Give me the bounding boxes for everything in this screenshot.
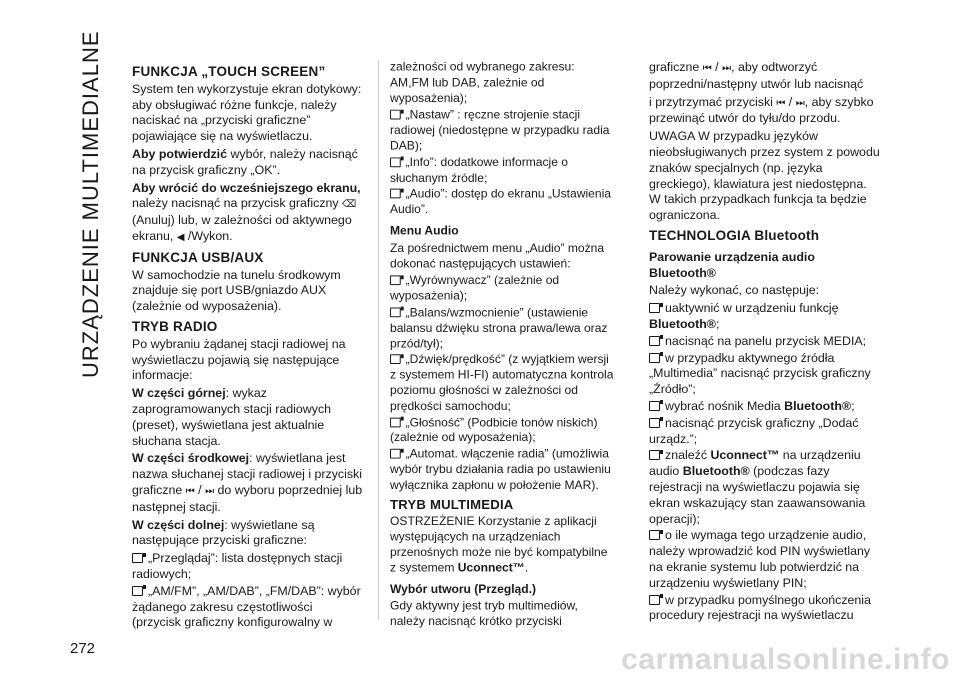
list-item: w przypadku pomyślnego ukończenia procedury rejestracji na wyświetlaczu xyxy=(649,592,871,623)
list-item: „Balans/wzmocnienie” (ustawienie balansu dźwięku strona prawa/lewa oraz przód/tył); xyxy=(390,305,608,350)
paragraph: OSTRZEŻENIE Korzystanie z aplikacji występujących na urządzeniach przenośnych może nie być kompatybilne z systemem Uconnect™. xyxy=(390,514,608,575)
paragraph: System ten wykorzystuje ekran dotykowy: aby obsługiwać różne funkcje, należy naciskać na „przyciski graficzne” pojawiające się na wyświetlaczu. xyxy=(132,81,362,144)
chapter-title: URZĄDZENIE MULTIMEDIALNE xyxy=(78,30,103,378)
list-item: wybrać nośnik Media Bluetooth®; xyxy=(649,399,881,415)
paragraph: zależności od wybranego zakresu: AM,FM lub DAB, zależnie od wyposażenia); xyxy=(390,60,575,105)
paragraph: W samochodzie na tunelu środkowym znajduje się port USB/gniazdo AUX (zależnie od wyposażenia). xyxy=(132,267,341,314)
screen-button-icon xyxy=(132,553,143,563)
list-item: nacisnąć na panelu przycisk MEDIA; xyxy=(649,334,881,350)
list-item: „Automat. włączenie radia” (umożliwia wybór trybu działania radia po ustawieniu wyłącznika zapłonu w położenie MAR). xyxy=(390,446,611,492)
list-item: uaktywnić w urządzeniu funkcję Bluetooth®; xyxy=(649,301,839,331)
watermark: carmanualsonline.info xyxy=(621,643,950,676)
page-number: 272 xyxy=(70,640,96,657)
heading-touch-screen: FUNKCJA „TOUCH SCREEN” xyxy=(132,64,326,79)
screen-button-icon xyxy=(390,189,401,199)
screen-button-icon xyxy=(390,307,401,317)
heading-browse: Wybór utworu (Przegląd.) xyxy=(390,581,537,596)
next-track-icon: ⏭ xyxy=(722,63,732,74)
next-track-icon: ⏭ xyxy=(795,97,805,109)
screen-button-icon xyxy=(390,157,401,167)
list-item: znaleźć Uconnect™ na urządzeniu audio Bluetooth® (podczas fazy rejestracji na wyświetlaczu pojawia się ekran wskazujący stan zaawansowania operacji); xyxy=(649,448,866,526)
prev-track-icon: ⏮ xyxy=(702,63,712,74)
screen-button-icon xyxy=(649,336,660,346)
screen-button-icon xyxy=(390,276,401,286)
screen-button-icon xyxy=(649,303,660,313)
paragraph: i przytrzymać przyciski ⏮ / ⏭, aby szybko przewinąć utwór do tyłu/do przodu. xyxy=(649,94,874,126)
heading-menu-audio: Menu Audio xyxy=(390,223,459,238)
screen-button-icon xyxy=(390,449,401,459)
screen-button-icon xyxy=(132,586,143,596)
screen-button-icon xyxy=(649,530,660,540)
list-item: „Nastaw” : ręczne strojenie stacji radiowej (niedostępne w przypadku radia DAB); xyxy=(390,108,610,153)
paragraph: UWAGA W przypadku języków nieobsługiwanych przez system z powodu znaków specjalnych (np. języka greckiego), klawiatura jest niedostępna. W takich przypadkach funkcja ta będzie ograniczona. xyxy=(649,129,880,223)
column-divider xyxy=(378,60,379,620)
list-item: „Przeglądaj”: lista dostępnych stacji radiowych; xyxy=(132,551,343,581)
list-item: „Głośność” (Podbicie tonów niskich) (zależnie od wyposażenia); xyxy=(390,415,598,445)
column-1 xyxy=(132,60,364,632)
back-arrow-icon: ◀ xyxy=(176,231,185,243)
heading-bluetooth: TECHNOLOGIA Bluetooth xyxy=(649,227,820,243)
paragraph: Aby potwierdzić wybór, należy nacisnąć na przycisk graficzny „OK”. xyxy=(132,146,358,177)
heading-radio: TRYB RADIO xyxy=(132,318,218,334)
heading-pairing: Parowanie urządzenia audio Bluetooth® xyxy=(649,249,815,280)
screen-button-icon xyxy=(649,595,660,605)
paragraph: Gdy aktywny jest tryb multimediów, należy nacisnąć krótko przyciski xyxy=(390,599,578,629)
screen-button-icon xyxy=(390,417,401,427)
paragraph: W części środkowej: wyświetlana jest nazwa słuchanej stacji radiowej i przyciski graficzne ⏮ / ⏭ do wyboru poprzedniej lub następnej stacji. xyxy=(132,451,363,514)
paragraph: graficzne ⏮ / ⏭, aby odtworzyć poprzedni/następny utwór lub nacisnąć xyxy=(649,60,864,91)
list-item: nacisnąć przycisk graficzny „Dodać urządz.”; xyxy=(649,415,859,446)
list-item: „Info”: dodatkowe informacje o słuchanym źródle; xyxy=(390,155,569,185)
heading-usb-aux: FUNKCJA USB/AUX xyxy=(132,249,264,265)
backspace-icon: ⌫ xyxy=(342,199,357,211)
screen-button-icon xyxy=(649,450,660,460)
screen-button-icon xyxy=(649,401,660,411)
column-2 xyxy=(390,60,616,632)
column-3 xyxy=(649,60,881,625)
list-item: „Audio”: dostęp do ekranu „Ustawienia Audio”. xyxy=(390,187,611,217)
screen-button-icon xyxy=(390,110,401,120)
list-item: „Dźwięk/prędkość” (z wyjątkiem wersji z systemem HI-FI) automatyczna kontrola poziomu głośności w zależności od prędkości samochodu; xyxy=(390,352,614,413)
paragraph: W części górnej: wykaz zaprogramowanych stacji radiowych (preset), wyświetlana jest aktualnie słuchana stacja. xyxy=(132,386,332,448)
next-track-icon: ⏭ xyxy=(205,485,215,497)
screen-button-icon xyxy=(390,355,401,365)
prev-track-icon: ⏮ xyxy=(776,97,786,109)
paragraph: Aby wrócić do wcześniejszego ekranu, należy nacisnąć na przycisk graficzny ⌫ (Anuluj) lub, w zależności od aktywnego ekranu, ◀ /Wykon. xyxy=(132,180,361,243)
screen-button-icon xyxy=(649,418,660,428)
prev-track-icon: ⏮ xyxy=(185,485,195,497)
paragraph: Po wybraniu żądanej stacji radiowej na wyświetlaczu pojawią się następujące informacje: xyxy=(132,336,346,383)
paragraph: Za pośrednictwem menu „Audio” można dokonać następujących ustawień: xyxy=(390,241,605,271)
paragraph: W części dolnej: wyświetlane są następujące przyciski graficzne: xyxy=(132,517,315,548)
list-item: „Wyrównywacz” (zależnie od wyposażenia); xyxy=(390,273,560,303)
paragraph: Należy wykonać, co następuje: xyxy=(649,283,820,298)
list-item: w przypadku aktywnego źródła „Multimedia” nacisnąć przycisk graficzny „Źródło”; xyxy=(649,350,871,397)
screen-button-icon xyxy=(649,353,660,363)
list-item: „AM/FM”, „AM/DAB”, „FM/DAB”: wybór żądanego zakresu częstotliwości (przycisk graficzny konfigurowalny w xyxy=(132,583,361,630)
heading-multimedia: TRYB MULTIMEDIA xyxy=(390,497,514,512)
list-item: o ile wymaga tego urządzenie audio, należy wprowadzić kod PIN wyświetlany na ekranie systemu lub potwierdzić na urządzeniu wyświetlany PIN; xyxy=(649,528,871,590)
